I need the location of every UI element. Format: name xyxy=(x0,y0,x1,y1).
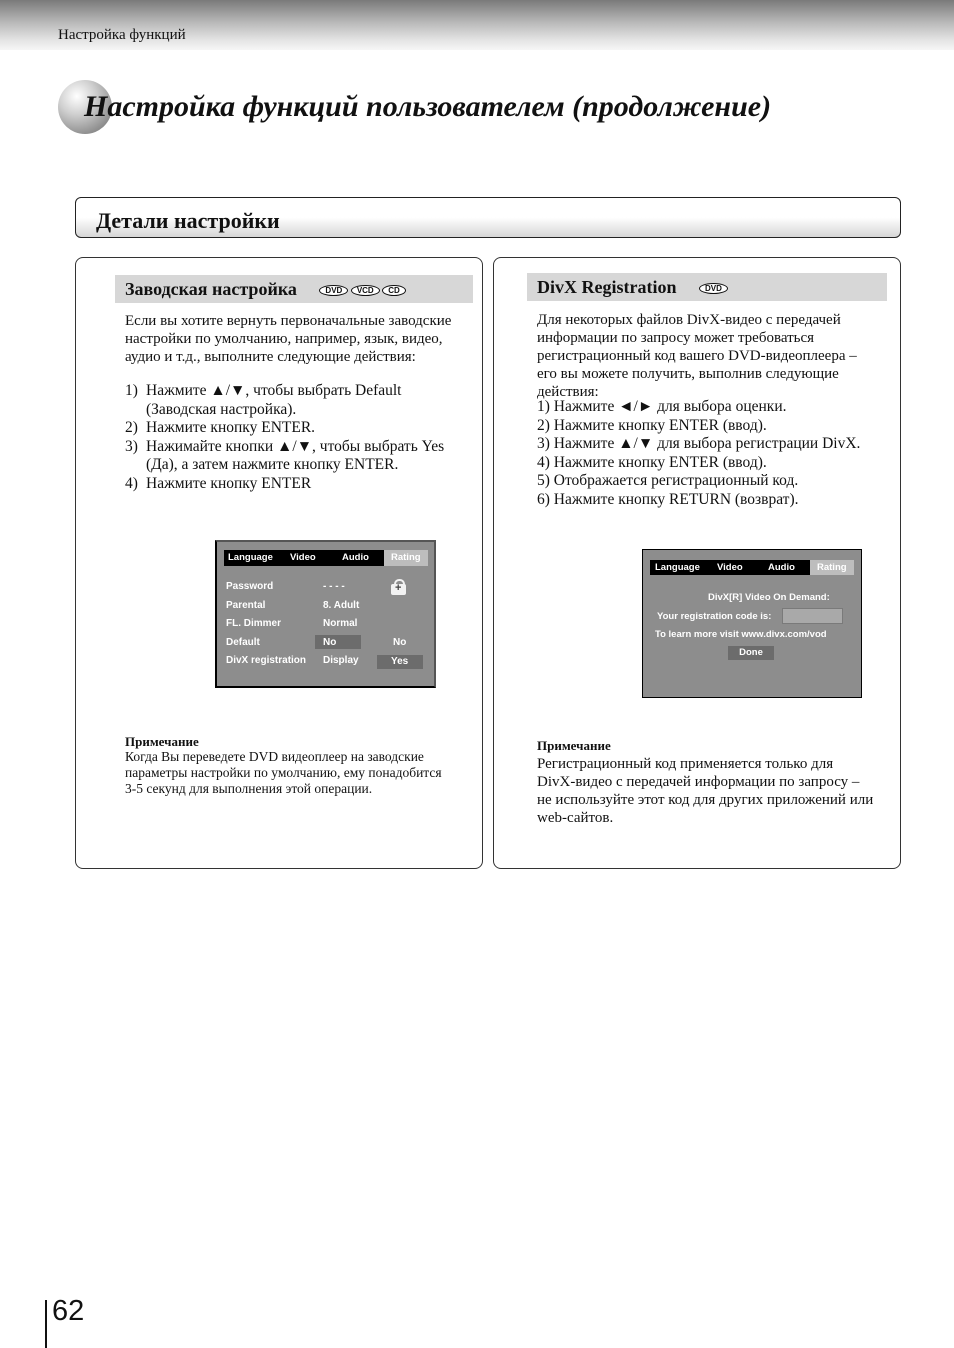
osd-screen-divx xyxy=(642,549,862,698)
step-item xyxy=(125,475,475,494)
intro-line: информации по запросу может требоваться xyxy=(537,330,815,346)
osd-tab-rating: Rating xyxy=(810,560,854,575)
divx-intro xyxy=(537,311,892,401)
step-text: Нажмите кнопку ENTER xyxy=(146,474,312,492)
page-number-rule xyxy=(45,1300,47,1348)
vcd-disc-icon: VCD xyxy=(351,285,380,296)
dvd-disc-icon: DVD xyxy=(319,285,348,296)
intro-line: действия: xyxy=(537,384,599,400)
osd-label-dimmer: FL. Dimmer xyxy=(226,618,282,629)
intro-line: аудио и т.д., выполните следующие действия: xyxy=(125,349,416,365)
step-item: 3) Нажмите ▲/▼ для выбора регистрации DivX. xyxy=(537,435,861,452)
osd-tab-bar xyxy=(224,550,427,566)
note-line: Регистрационный код применяется только для xyxy=(537,756,834,772)
header-bar xyxy=(0,0,954,50)
step-text: Нажимайте кнопки ▲/▼, чтобы выбрать Yes xyxy=(146,437,445,455)
cd-disc-icon: CD xyxy=(382,285,406,296)
osd-value-divx: Display xyxy=(323,655,359,666)
step-text: Нажмите ▲/▼, чтобы выбрать Default xyxy=(146,382,402,399)
factory-intro xyxy=(125,312,475,366)
osd-tab-video: Video xyxy=(717,562,743,573)
note-line: 3-5 секунд для выполнения этой операции. xyxy=(125,781,373,796)
step-item: 2) Нажмите кнопку ENTER (ввод). xyxy=(537,416,767,434)
right-note xyxy=(537,755,897,827)
step-item: 1) Нажмите ◄/► для выбора оценки. xyxy=(537,398,787,415)
step-number: 3) xyxy=(125,437,138,455)
left-note-title: Примечание xyxy=(125,734,199,749)
osd-registration-label: Your registration code is: xyxy=(657,611,772,622)
note-line: не используйте этот код для других приложений или xyxy=(537,792,874,808)
osd-option-yes: Yes xyxy=(391,656,409,667)
intro-line: Если вы хотите вернуть первоначальные заводские xyxy=(125,313,452,329)
step-item xyxy=(125,419,475,438)
osd-tab-language: Language xyxy=(228,552,273,563)
right-note-title: Примечание xyxy=(537,738,611,753)
intro-line: его вы можете получить, выполнив следующие xyxy=(537,366,839,382)
factory-settings-heading xyxy=(115,275,473,303)
osd-option-no: No xyxy=(393,637,407,648)
osd-tab-bar xyxy=(650,560,854,575)
step-item xyxy=(125,382,475,419)
step-number: 2) xyxy=(125,419,138,436)
step-item xyxy=(125,438,475,475)
factory-steps xyxy=(125,382,475,493)
osd-value-parental: 8. Adult xyxy=(323,600,360,611)
section-title: Детали настройки xyxy=(96,208,280,233)
note-line: параметры настройки по умолчанию, ему понадобится xyxy=(125,765,442,780)
osd-label-divx: DivX registration xyxy=(226,655,307,666)
divx-steps xyxy=(537,398,897,509)
done-button[interactable]: Done xyxy=(728,646,774,660)
osd-label-default: Default xyxy=(226,637,260,648)
intro-line: регистрационный код вашего DVD-видеоплеера – xyxy=(537,348,857,364)
osd-tab-video: Video xyxy=(290,552,316,563)
divx-registration-heading xyxy=(527,273,887,301)
step-text: Нажмите кнопку ENTER. xyxy=(146,419,316,436)
lock-icon: + xyxy=(391,584,406,595)
osd-label-parental: Parental xyxy=(226,600,266,611)
osd-highlight xyxy=(315,635,361,649)
osd-value-default: No xyxy=(323,637,337,648)
step-number: 1) xyxy=(125,382,138,399)
page-number: 62 xyxy=(52,1295,85,1327)
intro-line: Для некоторых файлов DivX-видео с передачей xyxy=(537,312,841,328)
section-header xyxy=(75,197,901,238)
step-item: 4) Нажмите кнопку ENTER (ввод). xyxy=(537,453,767,471)
osd-value-dimmer: Normal xyxy=(323,618,358,629)
registration-code-field xyxy=(782,608,843,624)
step-item: 5) Отображается регистрационный код. xyxy=(537,472,799,489)
note-line: web-сайтов. xyxy=(537,810,614,826)
step-item: 6) Нажмите кнопку RETURN (возврат). xyxy=(537,490,799,508)
note-line: Когда Вы переведете DVD видеоплеер на заводские xyxy=(125,749,424,764)
step-number: 4) xyxy=(125,474,138,492)
osd-learn-more: To learn more visit www.divx.com/vod xyxy=(655,629,827,640)
step-text: (Заводская настройка). xyxy=(146,400,297,418)
osd-value-password: - - - - xyxy=(323,581,345,592)
osd-tab-audio: Audio xyxy=(768,562,795,573)
osd-screen-factory xyxy=(215,540,436,688)
osd-tab-language: Language xyxy=(655,562,700,573)
breadcrumb: Настройка функций xyxy=(58,27,186,43)
osd-label-password: Password xyxy=(226,581,274,592)
osd-tab-audio: Audio xyxy=(342,552,369,563)
osd-tab-rating: Rating xyxy=(384,550,428,566)
page-title: Настройка функций пользователем (продолжение) xyxy=(84,90,772,123)
osd-vod-title: DivX[R] Video On Demand: xyxy=(708,592,830,603)
note-line: DivX-видео с передачей информации по запросу – xyxy=(537,774,860,790)
divx-registration-title: DivX Registration xyxy=(537,277,677,297)
intro-line: настройки по умолчанию, например, язык, видео, xyxy=(125,331,443,347)
factory-settings-title: Заводская настройка xyxy=(125,279,297,299)
step-text: (Да), а затем нажмите кнопку ENTER. xyxy=(146,456,399,473)
dvd-disc-icon: DVD xyxy=(699,283,728,294)
left-note xyxy=(125,749,475,797)
